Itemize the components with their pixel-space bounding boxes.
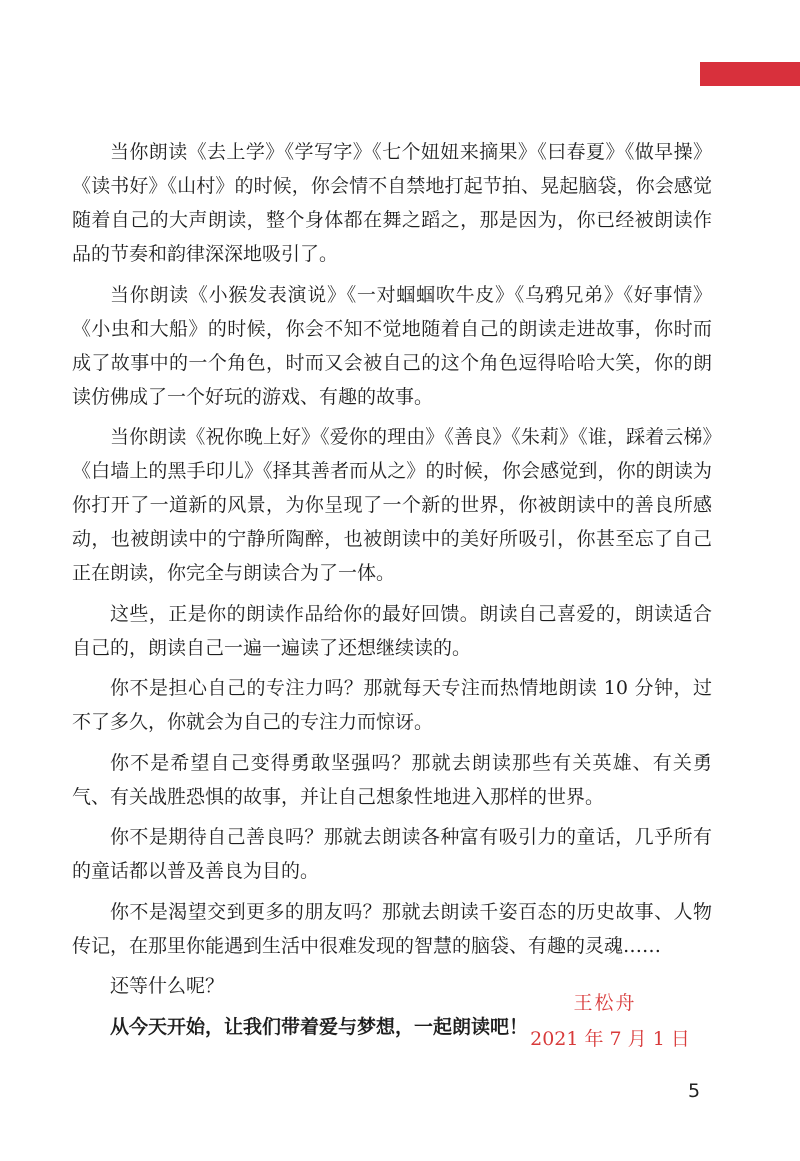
paragraph-4: 这些，正是你的朗读作品给你的最好回馈。朗读自己喜爱的，朗读适合自己的，朗读自己一遍一遍读了还想继续读的。 xyxy=(72,602,712,659)
body-text xyxy=(72,135,712,1050)
paragraph-2: 当你朗读《小猴发表演说》《一对蝈蝈吹牛皮》《乌鸦兄弟》《好事情》《小虫和大船》的时候，你会不知不觉地随着自己的朗读走进故事，你时而成了故事中的一个角色，时而又会被自己的这个角色逗得哈哈大笑，你的朗读仿佛成了一个好玩的游戏、有趣的故事。 xyxy=(72,283,712,408)
signature-name: 王松舟 xyxy=(573,992,637,1014)
paragraph-6: 你不是希望自己变得勇敢坚强吗？那就去朗读那些有关英雄、有关勇气、有关战胜恐惧的故事，并让自己想象性地进入那样的世界。 xyxy=(72,751,712,808)
paragraph-3: 当你朗读《祝你晚上好》《爱你的理由》《善良》《朱莉》《谁，踩着云梯》《白墙上的黑手印儿》《择其善者而从之》的时候，你会感觉到，你的朗读为你打开了一道新的风景，为你呈现了一个新的世界，你被朗读中的善良所感动，也被朗读中的宁静所陶醉，也被朗读中的美好所吸引，你甚至忘了自己正在朗读，你完全与朗读合为了一体。 xyxy=(72,426,712,584)
closing-line: 从今天开始，让我们带着爱与梦想，一起朗读吧！ xyxy=(110,1015,529,1038)
red-corner-tab xyxy=(700,62,800,86)
paragraph-5: 你不是担心自己的专注力吗？那就每天专注而热情地朗读 10 分钟，过不了多久，你就会为自己的专注力而惊讶。 xyxy=(72,677,712,733)
paragraph-9: 还等什么呢？ xyxy=(110,975,225,997)
paragraph-7: 你不是期待自己善良吗？那就去朗读各种富有吸引力的童话，几乎所有的童话都以普及善良为目的。 xyxy=(72,826,712,882)
paragraph-8: 你不是渴望交到更多的朋友吗？那就去朗读千姿百态的历史故事、人物传记，在那里你能遇到生活中很难发现的智慧的脑袋、有趣的灵魂…… xyxy=(72,900,712,957)
page-number: 5 xyxy=(688,1080,701,1102)
signature-date: 2021 年 7 月 1 日 xyxy=(530,1028,690,1050)
paragraph-1: 当你朗读《去上学》《学写字》《七个妞妞来摘果》《曰春夏》《做早操》《读书好》《山村》的时候，你会情不自禁地打起节拍、晃起脑袋，你会感觉随着自己的大声朗读，整个身体都在舞之蹈之，那是因为，你已经被朗读作品的节奏和韵律深深地吸引了。 xyxy=(72,141,712,265)
